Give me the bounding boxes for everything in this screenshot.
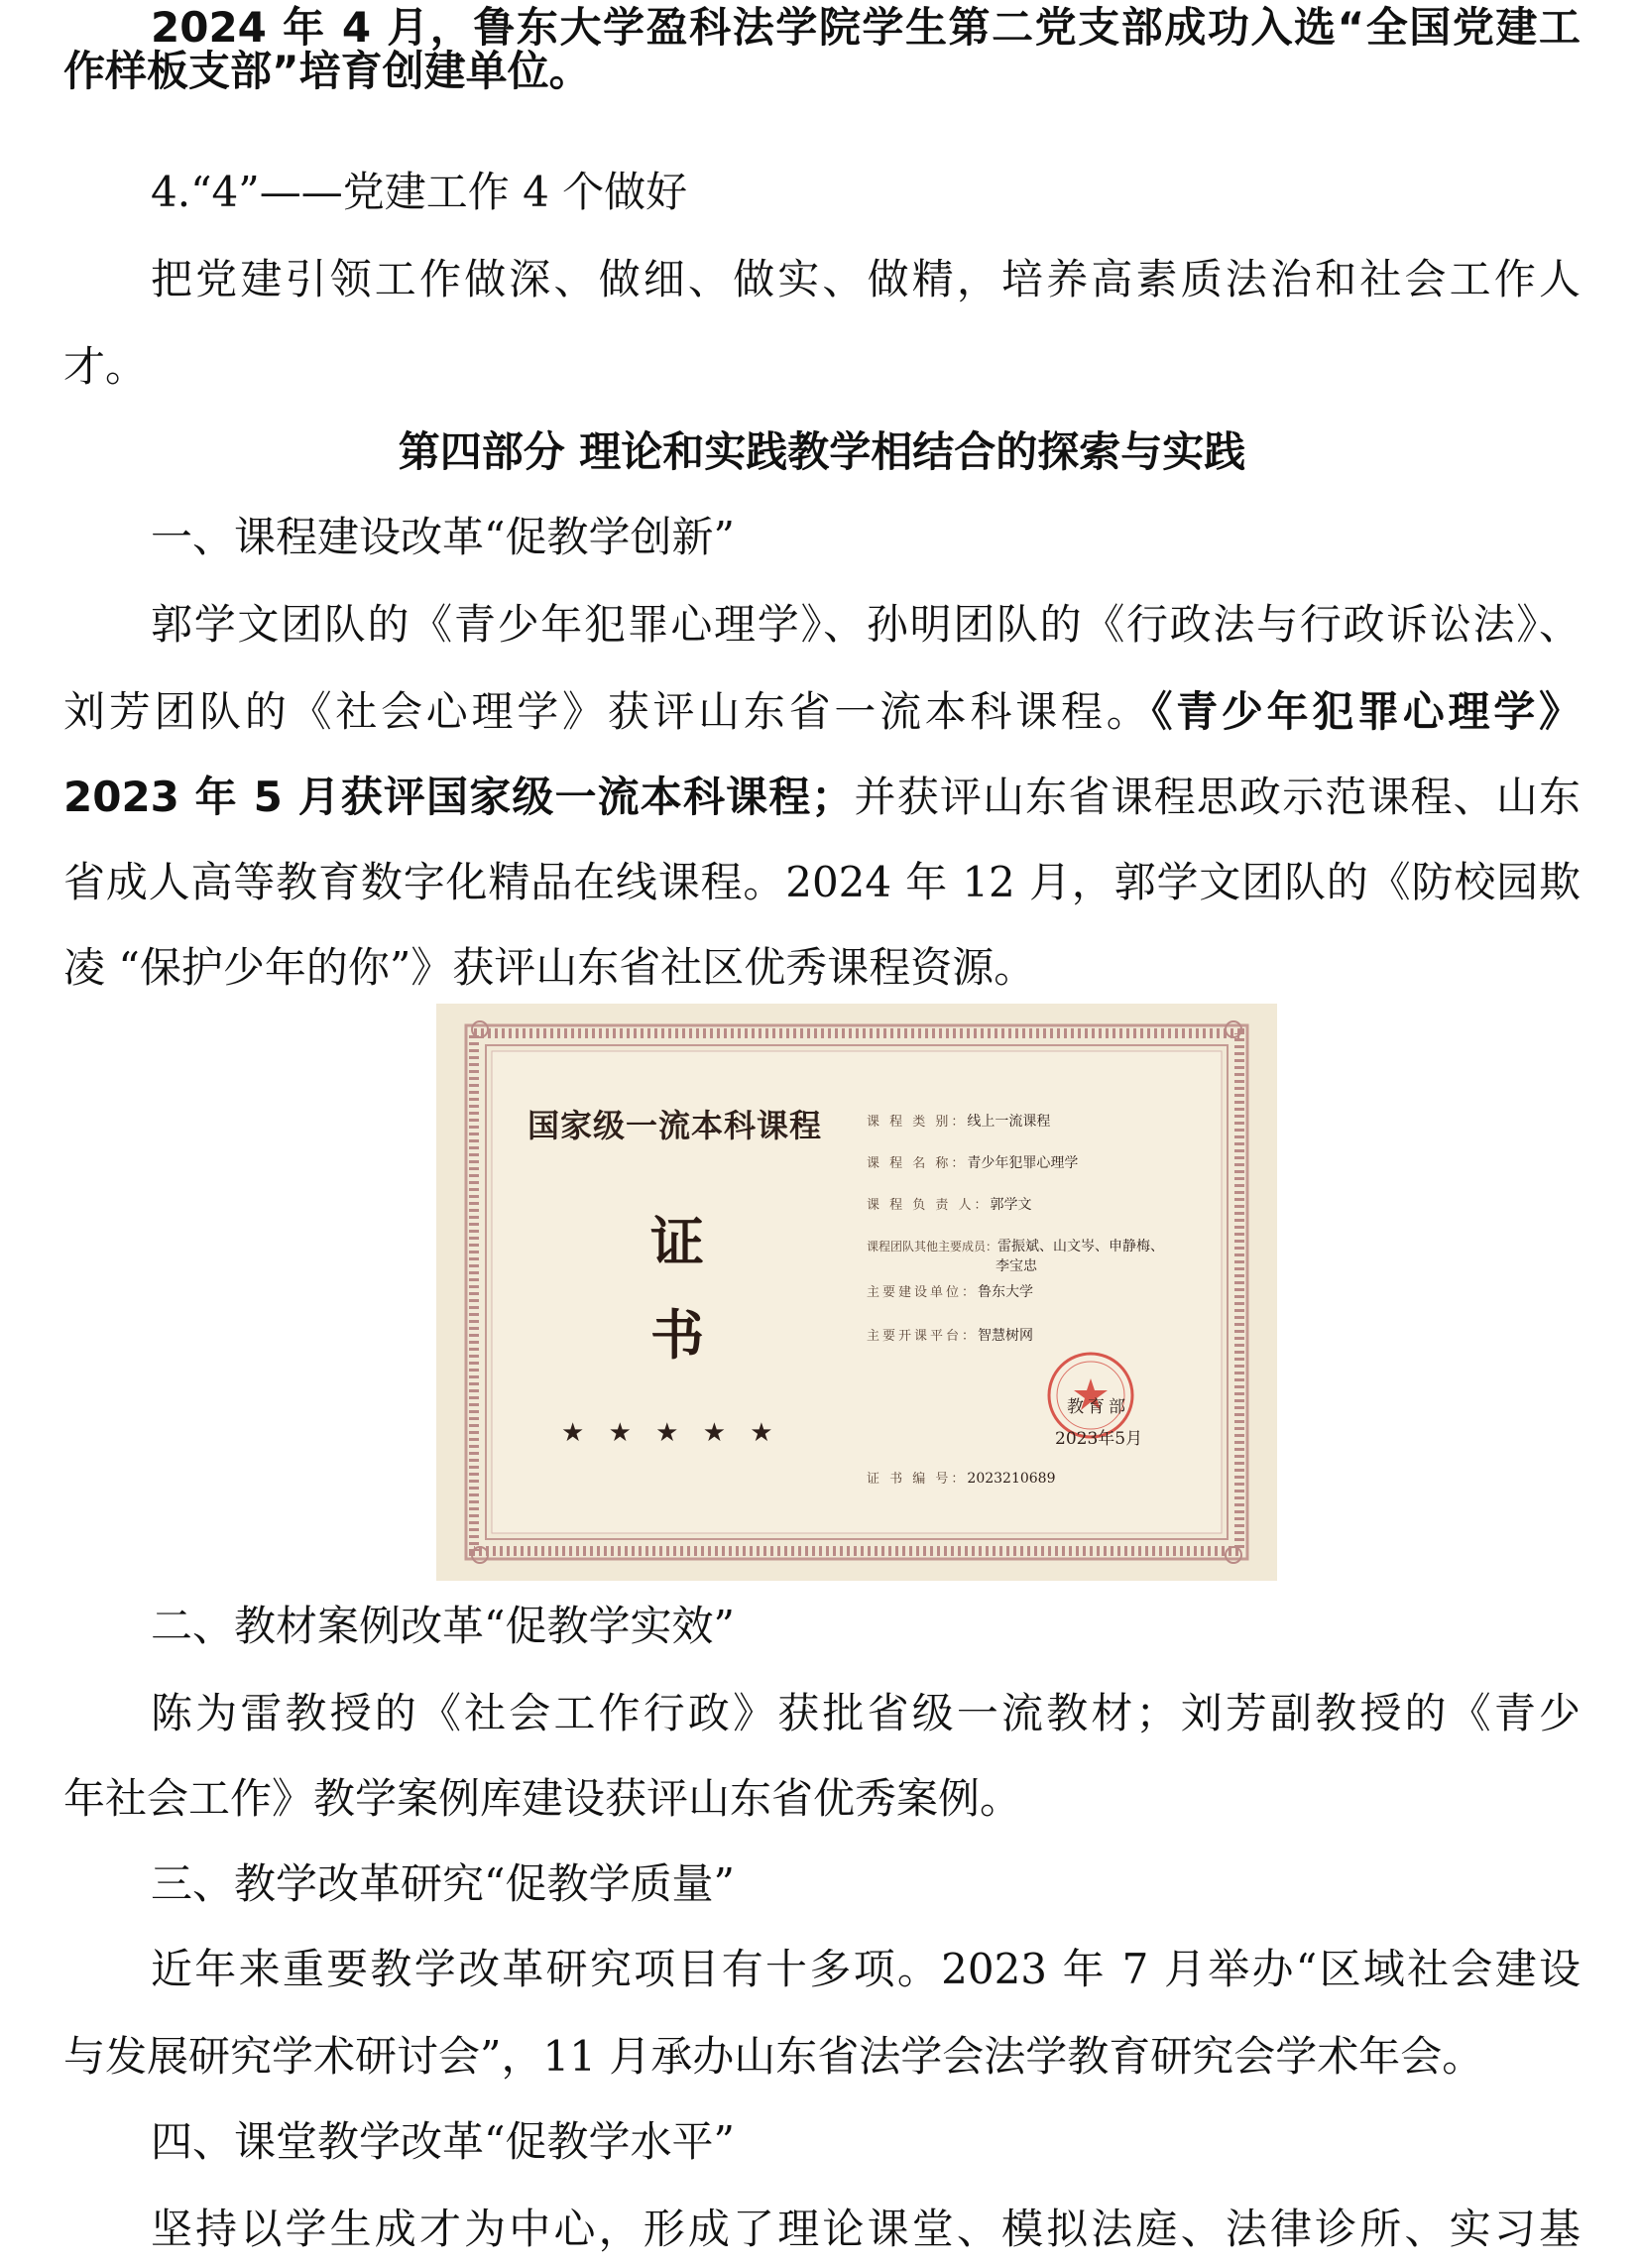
- field-value: 鲁东大学: [978, 1284, 1034, 1300]
- field-value: 青少年犯罪心理学: [967, 1155, 1079, 1171]
- certificate-date: 2023年5月: [1055, 1429, 1143, 1449]
- field-value: 雷振斌、山文岑、申静梅、: [997, 1239, 1165, 1254]
- cert-no-label: 证 书 编 号：: [867, 1472, 968, 1487]
- heading-4: 四、课堂教学改革“促教学水平”: [151, 2117, 735, 2166]
- field-value: 智慧树网: [978, 1328, 1034, 1344]
- paragraph-2-line-2: 才。: [63, 342, 148, 391]
- certificate-issuer: 教育部: [1067, 1397, 1129, 1417]
- certificate-field-course-name: [867, 1152, 1078, 1172]
- certificate-field-platform: [867, 1325, 1033, 1345]
- certificate-field-members-cont: [996, 1255, 1037, 1275]
- paragraph-3-line-4: 省成人高等教育数字化精品在线课程。2024 年 12 月，郭学文团队的《防校园欺: [63, 858, 1581, 906]
- certificate-field-members: [867, 1236, 1164, 1255]
- certificate-field-leader: [867, 1194, 1032, 1214]
- certificate-stars: ★ ★ ★ ★ ★: [561, 1418, 781, 1448]
- paragraph-3-line-2-text: 刘芳团队的《社会心理学》获评山东省一流本科课程。: [63, 687, 1152, 736]
- certificate-char-shu: 书: [650, 1303, 704, 1367]
- section-title: 第四部分 理论和实践教学相结合的探索与实践: [398, 427, 1246, 476]
- heading-3: 三、教学改革研究“促教学质量”: [151, 1859, 735, 1908]
- paragraph-3-line-3: [63, 770, 1581, 825]
- paragraph-3-line-5: 凌 “保护少年的你”》获评山东省社区优秀课程资源。: [63, 943, 1036, 992]
- certificate-field-category: [867, 1111, 1050, 1131]
- heading-2: 二、教材案例改革“促教学实效”: [151, 1602, 735, 1650]
- field-label: 课 程 名 称：: [867, 1156, 968, 1171]
- paragraph-6-line-1: 坚持以学生成才为中心，形成了理论课堂、模拟法庭、法律诊所、实习基: [151, 2205, 1581, 2253]
- paragraph-1-line-2: 作样板支部”培育创建单位。: [63, 47, 591, 95]
- certificate-border: [436, 1004, 1277, 1581]
- field-label: 主要建设单位：: [867, 1285, 979, 1300]
- paragraph-3-line-3-text: 并获评山东省课程思政示范课程、山东: [853, 773, 1581, 821]
- field-label: 课程团队其他主要成员：: [867, 1240, 998, 1253]
- paragraph-5-line-2: 与发展研究学术研讨会”，11 月承办山东省法学会法学教育研究会学术年会。: [63, 2032, 1484, 2081]
- paragraph-4-line-1: 陈为雷教授的《社会工作行政》获批省级一流教材；刘芳副教授的《青少: [151, 1689, 1581, 1737]
- field-value: 线上一流课程: [967, 1114, 1051, 1130]
- heading-1: 一、课程建设改革“促教学创新”: [151, 513, 735, 561]
- paragraph-3-line-2: [63, 684, 1581, 740]
- certificate-number: [867, 1468, 1055, 1487]
- paragraph-3-line-1: 郭学文团队的《青少年犯罪心理学》、孙明团队的《行政法与行政诉讼法》、: [151, 600, 1581, 649]
- certificate-char-zheng: 证: [650, 1210, 704, 1273]
- field-label: 课 程 负 责 人：: [867, 1198, 991, 1213]
- field-label: 课 程 类 别：: [867, 1115, 968, 1130]
- field-label: 主要开课平台：: [867, 1329, 979, 1344]
- certificate-image: [436, 1004, 1277, 1581]
- certificate-field-unit: [867, 1281, 1033, 1301]
- certificate-title: 国家级一流本科课程: [527, 1107, 823, 1144]
- paragraph-5-line-1: 近年来重要教学改革研究项目有十多项。2023 年 7 月举办“区域社会建设: [151, 1945, 1581, 1993]
- paragraph-3-line-3-bold: 2023 年 5 月获评国家级一流本科课程；: [63, 773, 854, 821]
- paragraph-4-line-2: 年社会工作》教学案例库建设获评山东省优秀案例。: [63, 1774, 1022, 1823]
- cert-no-value: 2023210689: [967, 1471, 1056, 1487]
- field-value: 李宝忠: [996, 1258, 1037, 1274]
- item-4-heading: 4.“4”——党建工作 4 个做好: [151, 168, 688, 216]
- field-value: 郭学文: [990, 1197, 1032, 1213]
- paragraph-3-line-2-bold: 《青少年犯罪心理学》: [1151, 687, 1581, 736]
- paragraph-1-line-1: 2024 年 4 月，鲁东大学盈科法学院学生第二党支部成功入选“全国党建工: [151, 3, 1581, 52]
- paragraph-2-line-1: 把党建引领工作做深、做细、做实、做精，培养高素质法治和社会工作人: [151, 255, 1581, 303]
